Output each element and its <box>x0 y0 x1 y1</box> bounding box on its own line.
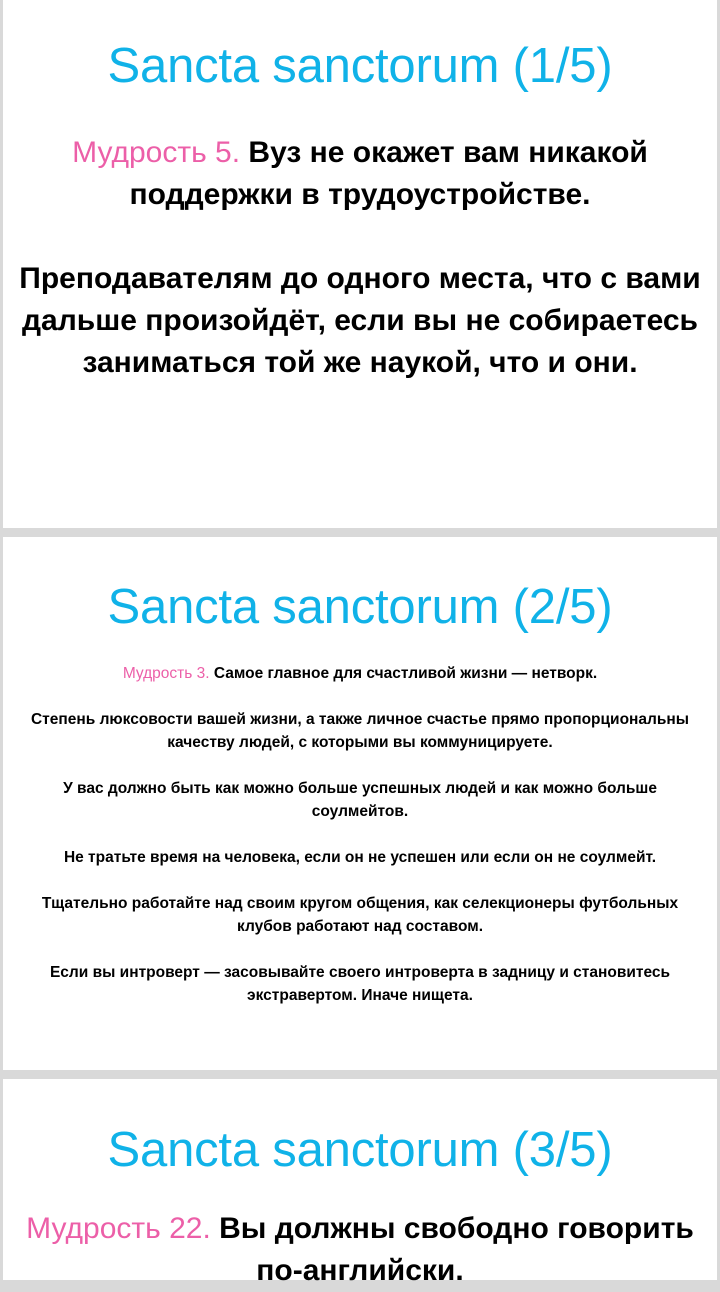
slide-card-1 <box>3 0 717 528</box>
wisdom-label: Мудрость 5. <box>72 136 241 169</box>
paragraph: Степень люксовости вашей жизни, а также личное счастье прямо пропорциональны качеству людей, с которыми вы коммуницируете. <box>30 711 690 751</box>
wisdom-label: Мудрость 22. <box>26 1212 211 1245</box>
slide-body <box>13 132 707 384</box>
paragraph: Тщательно работайте над своим кругом общения, как селекционеры футбольных клубов работают над составом. <box>41 895 679 935</box>
slide-title: Sancta sanctorum (3/5) <box>107 1123 613 1177</box>
slide-title: Sancta sanctorum (2/5) <box>107 580 613 634</box>
paragraph: Преподавателям до одного места, что с вами дальше произойдёт, если вы не собираетесь заниматься той же наукой, что и они. <box>19 262 701 379</box>
paragraph-text: Самое главное для счастливой жизни — нетворк. <box>213 665 598 682</box>
wisdom-label: Мудрость 3. <box>122 665 210 682</box>
paragraph: Если вы интроверт — засовывайте своего интроверта в задницу и становитесь экстравертом. Иначе нищета. <box>49 964 671 1004</box>
paragraph <box>23 662 697 685</box>
paragraph <box>13 132 707 216</box>
slide-body <box>23 662 697 1007</box>
slide-card-2 <box>3 537 717 1070</box>
slide-body <box>13 1208 707 1292</box>
paragraph-text: Вы должны свободно говорить по-английски. <box>219 1212 694 1287</box>
paragraph: Не тратьте время на человека, если он не успешен или если он не соулмейт. <box>63 849 657 866</box>
slide-title: Sancta sanctorum (1/5) <box>107 39 613 93</box>
paragraph: У вас должно быть как можно больше успешных людей и как можно больше соулмейтов. <box>63 780 657 820</box>
slide-card-3 <box>3 1079 717 1287</box>
paragraph <box>13 1208 707 1292</box>
paragraph-text: Вуз не окажет вам никакой поддержки в трудоустройстве. <box>129 136 648 211</box>
